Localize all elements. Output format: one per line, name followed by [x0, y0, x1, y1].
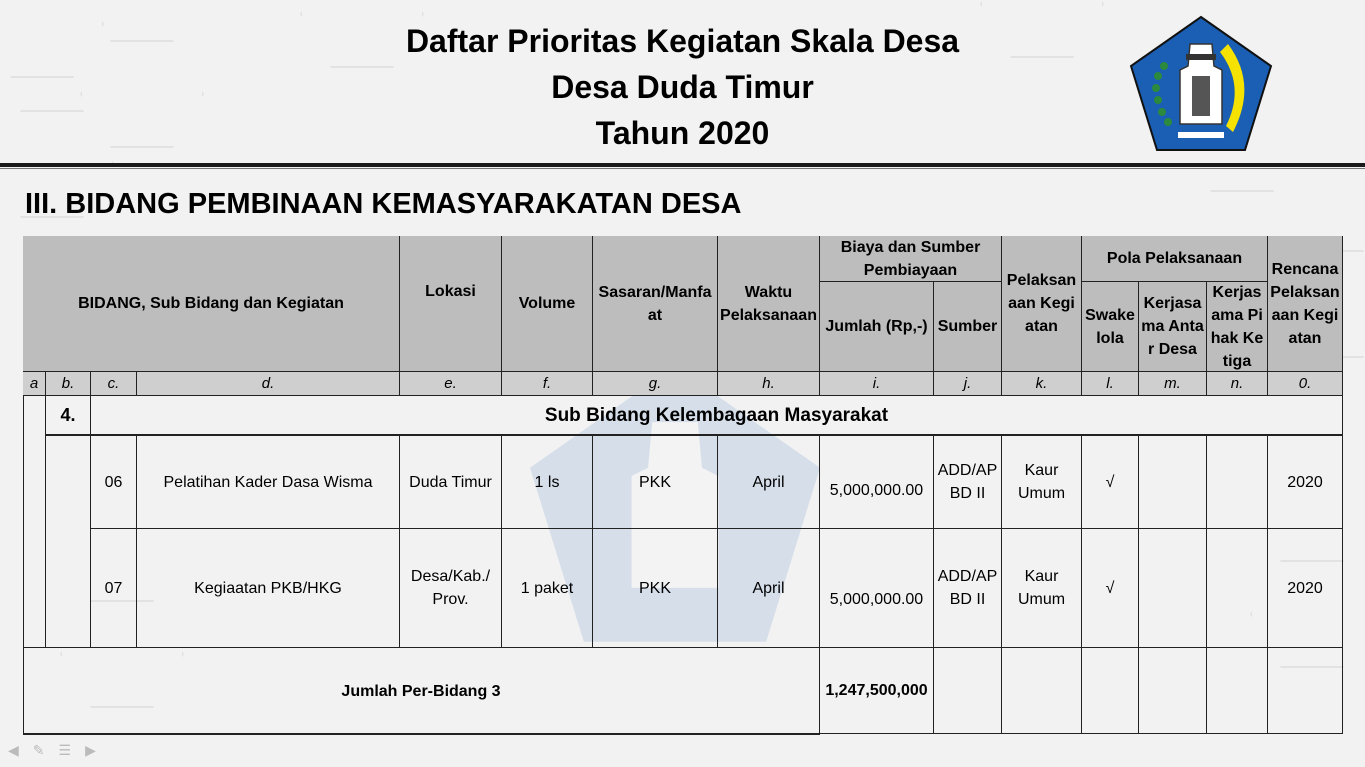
- index-k: k.: [1002, 372, 1082, 396]
- row1-rencana: 2020: [1268, 436, 1343, 529]
- total-antar-desa-blank: [1139, 648, 1207, 734]
- row1-volume: 1 ls: [502, 436, 593, 529]
- header-antar-desa: Kerjasama Antar Desa: [1139, 282, 1207, 372]
- row1-waktu: April: [718, 436, 820, 529]
- index-j: j.: [934, 372, 1002, 396]
- next-slide-icon[interactable]: ▶: [85, 742, 96, 758]
- row2-kode: 07: [91, 529, 137, 648]
- index-i: i.: [820, 372, 934, 396]
- row2-rencana: 2020: [1268, 529, 1343, 648]
- total-value: 1,247,500,000: [820, 648, 934, 734]
- index-n: n.: [1207, 372, 1268, 396]
- index-g: g.: [593, 372, 718, 396]
- row1-antar-desa: [1139, 436, 1207, 529]
- row2-pihak-ketiga: [1207, 529, 1268, 648]
- header-divider: [0, 163, 1365, 167]
- row1-lokasi: Duda Timur: [400, 436, 502, 529]
- title-line-3: Tahun 2020: [595, 115, 770, 151]
- index-o: 0.: [1268, 372, 1343, 396]
- row2-antar-desa: [1139, 529, 1207, 648]
- header-sumber: Sumber: [934, 282, 1002, 372]
- row1-kode: 06: [91, 436, 137, 529]
- total-pelaksana-blank: [1002, 648, 1082, 734]
- slideshow-nav: [8, 742, 96, 759]
- index-f: f.: [502, 372, 593, 396]
- index-c: c.: [91, 372, 137, 396]
- header-pihak-ketiga: Kerjasama Pihak Ketiga: [1207, 282, 1268, 372]
- index-d: d.: [137, 372, 400, 396]
- total-sumber-blank: [934, 648, 1002, 734]
- index-b: b.: [46, 372, 91, 396]
- index-a: a: [23, 372, 46, 396]
- row1-pihak-ketiga: [1207, 436, 1268, 529]
- row2-kegiatan: Kegiaatan PKB/HKG: [137, 529, 400, 648]
- row2-sasaran: PKK: [593, 529, 718, 648]
- header-jumlah: Jumlah (Rp,-): [820, 282, 934, 372]
- row1-kegiatan: Pelatihan Kader Dasa Wisma: [137, 436, 400, 529]
- index-l: l.: [1082, 372, 1139, 396]
- header-divider-thin: [0, 168, 1365, 169]
- index-e: e.: [400, 372, 502, 396]
- row2-pelaksana: Kaur Umum: [1002, 529, 1082, 648]
- header-pelaksana: Pelaksanaan Kegiatan: [1002, 236, 1082, 372]
- header-pola-group: Pola Pelaksanaan: [1082, 236, 1268, 282]
- menu-icon[interactable]: ☰: [58, 742, 72, 758]
- row2-sumber: ADD/APBD II: [934, 529, 1002, 648]
- section-title: III. BIDANG PEMBINAAN KEMASYARAKATAN DESA: [25, 188, 742, 220]
- total-swakelola-blank: [1082, 648, 1139, 734]
- header-sasaran: Sasaran/Manfaat: [593, 236, 718, 372]
- header-rencana: Rencana Pelaksanaan Kegiatan: [1268, 236, 1343, 372]
- header-volume: Volume: [502, 236, 593, 372]
- index-m: m.: [1139, 372, 1207, 396]
- row2-waktu: April: [718, 529, 820, 648]
- row2-jumlah: 5,000,000.00: [820, 529, 934, 648]
- column-a-blank: [23, 396, 46, 648]
- total-pihak-ketiga-blank: [1207, 648, 1268, 734]
- column-b-blank: [46, 436, 91, 648]
- bali-province-emblem-icon: [1128, 14, 1274, 154]
- row1-sumber: ADD/APBD II: [934, 436, 1002, 529]
- title-line-2: Desa Duda Timur: [551, 69, 814, 105]
- prev-slide-icon[interactable]: ◀: [8, 742, 19, 758]
- header-waktu: Waktu Pelaksanaan: [718, 236, 820, 372]
- row2-volume: 1 paket: [502, 529, 593, 648]
- row1-pelaksana: Kaur Umum: [1002, 436, 1082, 529]
- title-line-1: Daftar Prioritas Kegiatan Skala Desa: [405, 23, 960, 59]
- row2-swakelola: √: [1082, 529, 1139, 648]
- row2-lokasi: Desa/Kab./ Prov.: [400, 529, 502, 648]
- sub-bidang-number: 4.: [46, 396, 91, 436]
- total-rencana-blank: [1268, 648, 1343, 734]
- pen-icon[interactable]: ✎: [32, 742, 45, 758]
- header-swakelola: Swakelola: [1082, 282, 1139, 372]
- index-h: h.: [718, 372, 820, 396]
- header-bidang: BIDANG, Sub Bidang dan Kegiatan: [23, 236, 400, 372]
- row1-jumlah: 5,000,000.00: [820, 436, 934, 529]
- row1-sasaran: PKK: [593, 436, 718, 529]
- row1-swakelola: √: [1082, 436, 1139, 529]
- header-lokasi: Lokasi: [400, 236, 502, 372]
- total-label: Jumlah Per-Bidang 3: [23, 648, 820, 734]
- header-biaya-group: Biaya dan Sumber Pembiayaan: [820, 236, 1002, 282]
- sub-bidang-title: Sub Bidang Kelembagaan Masyarakat: [91, 396, 1343, 436]
